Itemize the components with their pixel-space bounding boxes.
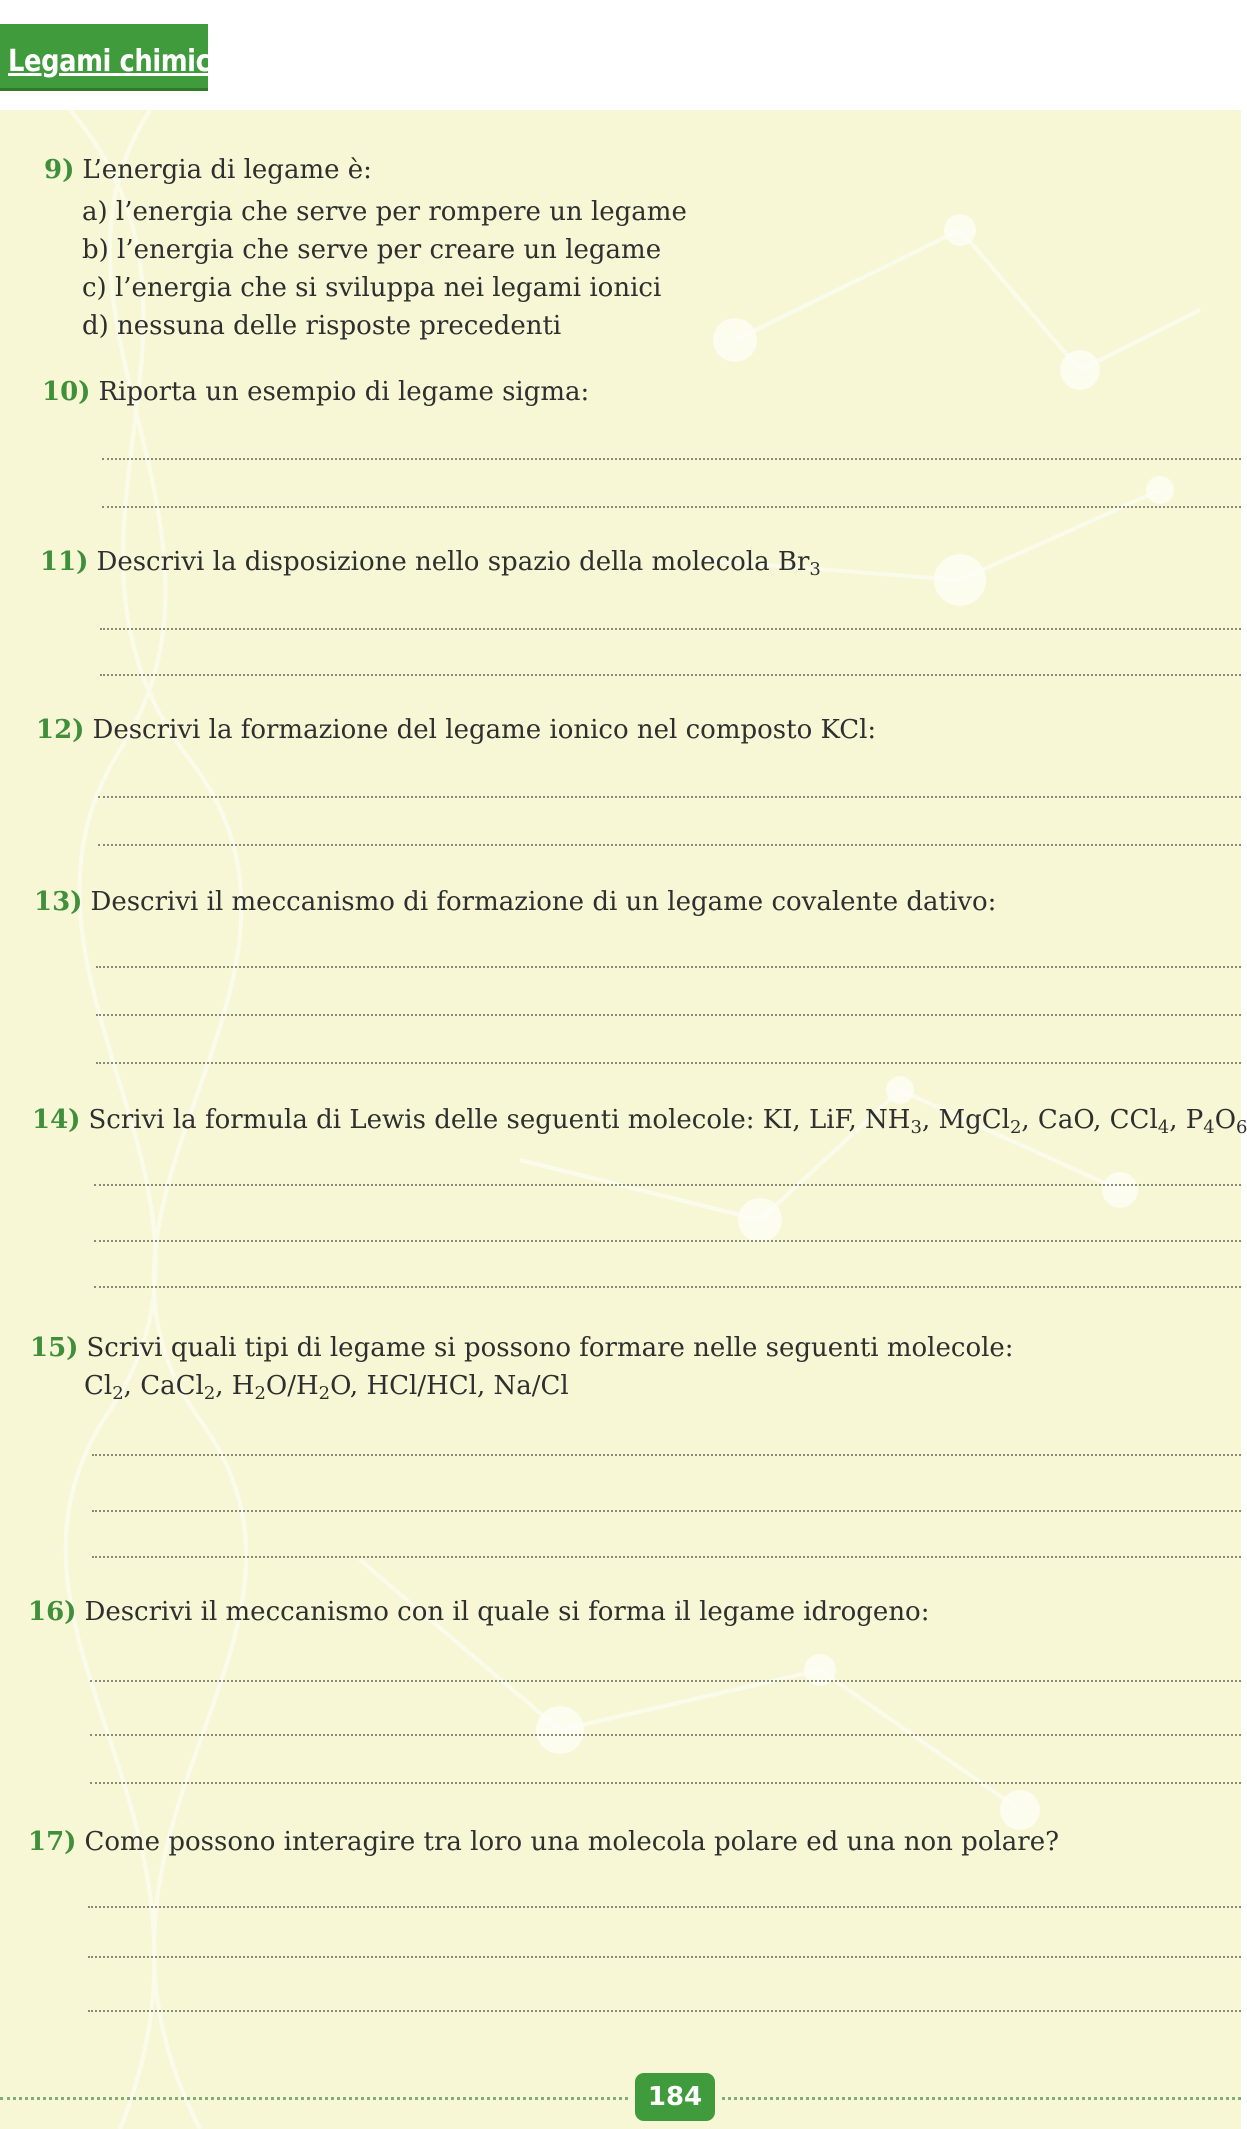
question-number: 12) (36, 715, 85, 745)
question-text: Scrivi la formula di Lewis delle seguenti molecole: KI, LiF, NH (88, 1105, 911, 1135)
question-text: Cl (84, 1371, 113, 1401)
option-b: b) l’energia che serve per creare un legame (82, 235, 662, 265)
question-number: 10) (42, 377, 91, 407)
question-text: Descrivi la disposizione nello spazio della molecola Br (96, 547, 810, 577)
answer-line[interactable] (90, 1782, 1241, 1784)
question-14 (32, 1104, 1247, 1136)
option-c: c) l’energia che si sviluppa nei legami ionici (82, 273, 662, 303)
answer-line[interactable] (96, 1062, 1241, 1064)
question-9 (44, 154, 372, 186)
section-title: Legami chimici (8, 44, 219, 79)
subscript: 2 (112, 1383, 124, 1404)
subscript: 4 (1203, 1117, 1215, 1138)
subscript: 2 (254, 1383, 266, 1404)
question-text: Descrivi il meccanismo con il quale si forma il legame idrogeno: (84, 1597, 930, 1627)
question-text: Riporta un esempio di legame sigma: (98, 377, 590, 407)
question-text: O (1214, 1105, 1237, 1135)
answer-line[interactable] (94, 1240, 1241, 1242)
answer-line[interactable] (90, 1734, 1241, 1736)
subscript: 3 (910, 1117, 922, 1138)
answer-line[interactable] (100, 628, 1241, 630)
question-text: , CaO, CCl (1021, 1105, 1158, 1135)
answer-line[interactable] (98, 796, 1241, 798)
option-d: d) nessuna delle risposte precedenti (82, 311, 562, 341)
question-10 (42, 376, 589, 408)
answer-line[interactable] (102, 506, 1241, 508)
answer-line[interactable] (90, 1680, 1241, 1682)
answer-line[interactable] (102, 458, 1241, 460)
question-17 (28, 1826, 1059, 1858)
question-16 (28, 1596, 929, 1628)
answer-line[interactable] (96, 966, 1241, 968)
question-number: 13) (34, 887, 83, 917)
subscript: 2 (1009, 1117, 1022, 1138)
question-text: , H (215, 1371, 255, 1401)
subscript: 2 (203, 1383, 216, 1404)
question-text: Descrivi la formazione del legame ionico nel composto KCl: (92, 715, 877, 745)
question-text: , CaCl (123, 1371, 204, 1401)
question-number: 17) (28, 1827, 77, 1857)
footer-divider-left (0, 2097, 628, 2100)
question-13 (34, 886, 996, 918)
subscript: 4 (1157, 1117, 1170, 1138)
subscript: 2 (318, 1383, 331, 1404)
question-text: , P (1169, 1105, 1204, 1135)
question-text: O/H (265, 1371, 319, 1401)
question-text: Descrivi il meccanismo di formazione di un legame covalente dativo: (90, 887, 997, 917)
answer-line[interactable] (92, 1454, 1241, 1456)
question-number: 11) (40, 547, 89, 577)
question-15-molecules (84, 1370, 569, 1402)
section-header-tab (0, 24, 219, 91)
question-number: 15) (30, 1333, 79, 1363)
answer-line[interactable] (88, 1906, 1241, 1908)
answer-line[interactable] (88, 2010, 1241, 2012)
option-a: a) l’energia che serve per rompere un legame (82, 197, 687, 227)
question-text: O, HCl/HCl, Na/Cl (330, 1371, 569, 1401)
question-12 (36, 714, 876, 746)
footer-divider-right (722, 2097, 1241, 2100)
answer-line[interactable] (94, 1184, 1241, 1186)
answer-line[interactable] (94, 1286, 1241, 1288)
question-text: , MgCl (921, 1105, 1010, 1135)
question-text: Scrivi quali tipi di legame si possono formare nelle seguenti molecole: (86, 1333, 1014, 1363)
subscript: 6 (1236, 1117, 1247, 1138)
question-number: 16) (28, 1597, 77, 1627)
answer-line[interactable] (92, 1510, 1241, 1512)
question-15 (30, 1332, 1014, 1364)
answer-line[interactable] (92, 1556, 1241, 1558)
answer-line[interactable] (98, 844, 1241, 846)
page-number: 184 (635, 2073, 715, 2121)
question-text: L’energia di legame è: (82, 155, 372, 185)
question-text: Come possono interagire tra loro una molecola polare ed una non polare? (84, 1827, 1060, 1857)
question-number: 9) (44, 155, 75, 185)
answer-line[interactable] (100, 674, 1241, 676)
question-11 (40, 546, 821, 578)
answer-line[interactable] (88, 1956, 1241, 1958)
answer-line[interactable] (96, 1014, 1241, 1016)
question-number: 14) (32, 1105, 81, 1135)
subscript: 3 (809, 559, 821, 580)
